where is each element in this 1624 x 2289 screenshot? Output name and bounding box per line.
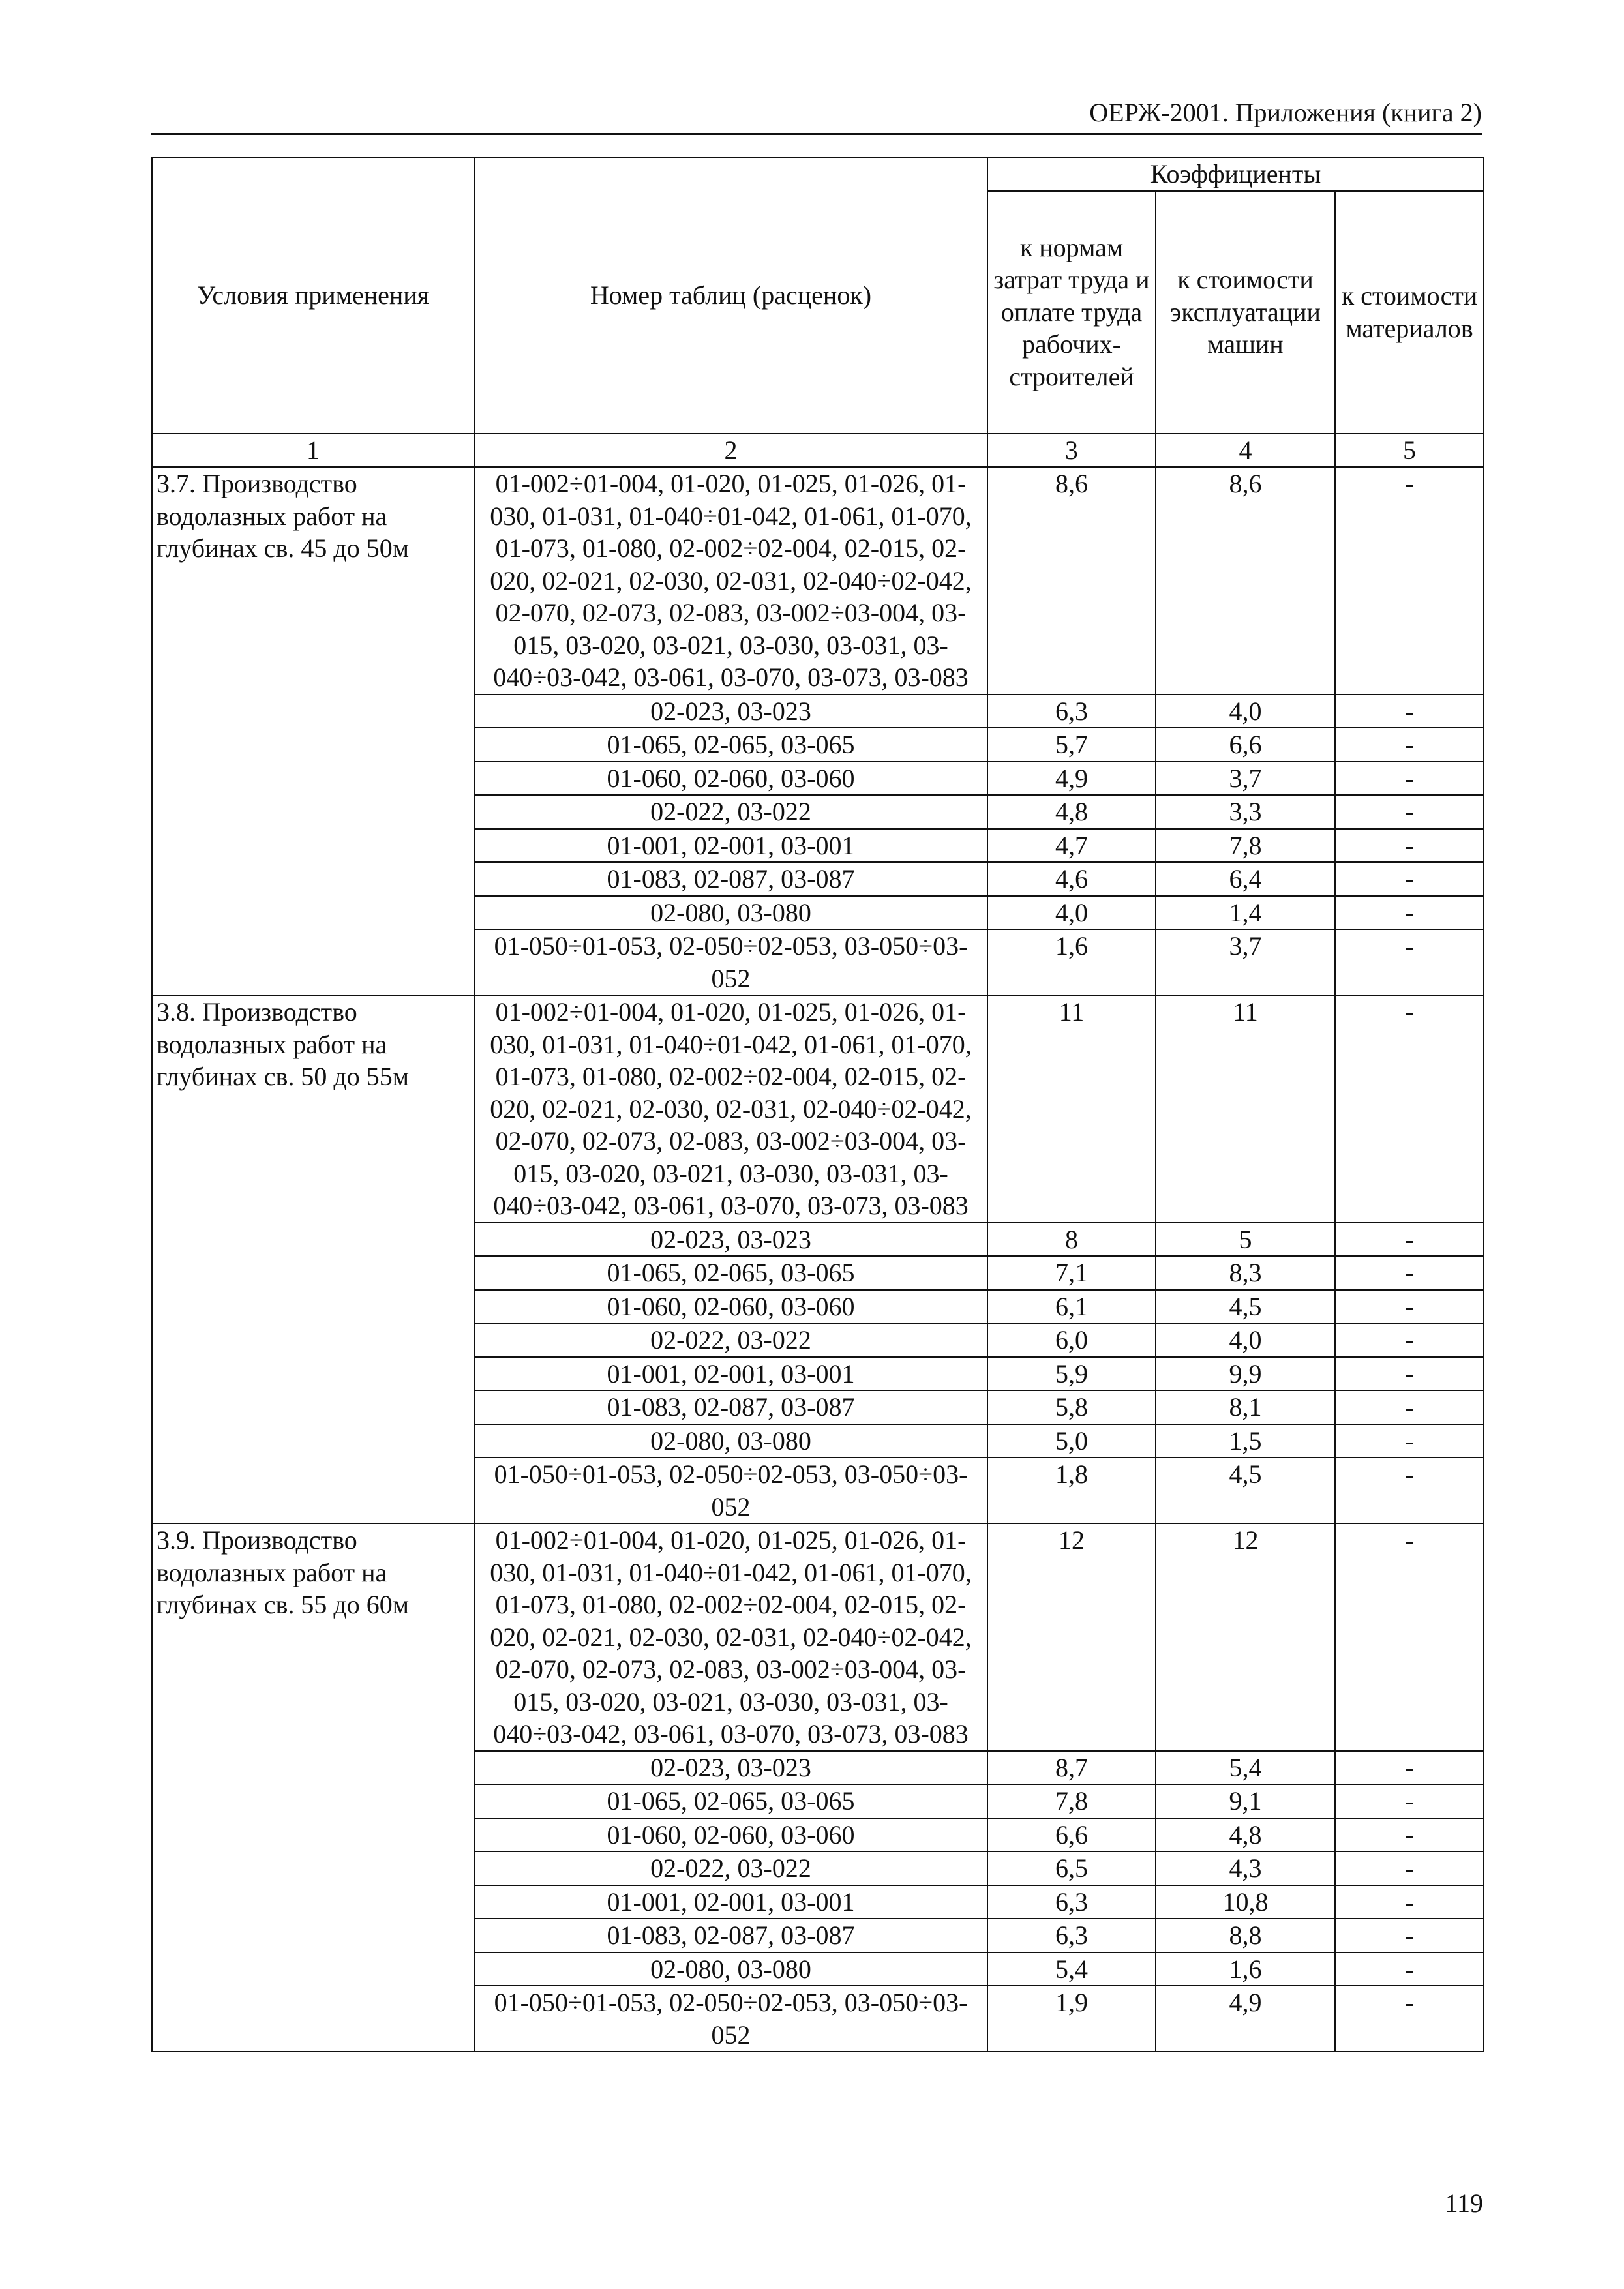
labor-coefficient-cell: 5,4: [987, 1952, 1156, 1986]
materials-coefficient-cell: -: [1335, 695, 1484, 728]
machines-coefficient-cell: 10,8: [1156, 1885, 1335, 1919]
materials-coefficient-cell: -: [1335, 1851, 1484, 1885]
labor-coefficient-cell: 6,3: [987, 1885, 1156, 1919]
materials-coefficient-cell: -: [1335, 467, 1484, 695]
machines-coefficient-cell: 3,7: [1156, 762, 1335, 796]
materials-coefficient-cell: -: [1335, 762, 1484, 796]
tables-cell: 01-002÷01-004, 01-020, 01-025, 01-026, 01-030, 01-031, 01-040÷01-042, 01-061, 01-070, 01-073, 01-080, 02-002÷02-004, 02-015, 02-020, 02-021, 02-030, 02-031, 02-040÷02-042, 02-070, 02-073, 02-083, 03-002÷03-004, 03-015, 03-020, 03-021, 03-030, 03-031, 03-040÷03-042, 03-061, 03-070, 03-073, 03-083: [474, 467, 987, 695]
header-coefficients: Коэффициенты: [987, 157, 1484, 191]
materials-coefficient-cell: -: [1335, 829, 1484, 863]
tables-cell: 02-022, 03-022: [474, 795, 987, 829]
machines-coefficient-cell: 11: [1156, 995, 1335, 1223]
tables-cell: 02-023, 03-023: [474, 1751, 987, 1785]
condition-cell: 3.8. Производство водолазных работ на глубинах св. 50 до 55м: [152, 995, 474, 1523]
labor-coefficient-cell: 1,6: [987, 929, 1156, 995]
machines-coefficient-cell: 5: [1156, 1223, 1335, 1257]
tables-cell: 01-001, 02-001, 03-001: [474, 829, 987, 863]
labor-coefficient-cell: 6,5: [987, 1851, 1156, 1885]
tables-cell: 01-002÷01-004, 01-020, 01-025, 01-026, 01-030, 01-031, 01-040÷01-042, 01-061, 01-070, 01-073, 01-080, 02-002÷02-004, 02-015, 02-020, 02-021, 02-030, 02-031, 02-040÷02-042, 02-070, 02-073, 02-083, 03-002÷03-004, 03-015, 03-020, 03-021, 03-030, 03-031, 03-040÷03-042, 03-061, 03-070, 03-073, 03-083: [474, 995, 987, 1223]
column-number: 4: [1156, 434, 1335, 468]
machines-coefficient-cell: 12: [1156, 1523, 1335, 1751]
table-row: [152, 1523, 1484, 1751]
labor-coefficient-cell: 4,9: [987, 762, 1156, 796]
labor-coefficient-cell: 12: [987, 1523, 1156, 1751]
labor-coefficient-cell: 5,7: [987, 728, 1156, 762]
tables-cell: 01-060, 02-060, 03-060: [474, 762, 987, 796]
column-number: 5: [1335, 434, 1484, 468]
header-machines: к стоимости эксплуатации машин: [1156, 191, 1335, 434]
machines-coefficient-cell: 4,8: [1156, 1818, 1335, 1852]
labor-coefficient-cell: 6,1: [987, 1290, 1156, 1324]
tables-cell: 01-065, 02-065, 03-065: [474, 728, 987, 762]
materials-coefficient-cell: -: [1335, 1223, 1484, 1257]
labor-coefficient-cell: 11: [987, 995, 1156, 1223]
labor-coefficient-cell: 7,8: [987, 1784, 1156, 1818]
tables-cell: 02-080, 03-080: [474, 1424, 987, 1458]
header-labor: к нормам затрат труда и оплате труда рабочих-строителей: [987, 191, 1156, 434]
materials-coefficient-cell: -: [1335, 995, 1484, 1223]
materials-coefficient-cell: -: [1335, 1357, 1484, 1391]
machines-coefficient-cell: 7,8: [1156, 829, 1335, 863]
materials-coefficient-cell: -: [1335, 1323, 1484, 1357]
materials-coefficient-cell: -: [1335, 1256, 1484, 1290]
labor-coefficient-cell: 8,7: [987, 1751, 1156, 1785]
machines-coefficient-cell: 8,8: [1156, 1919, 1335, 1952]
machines-coefficient-cell: 1,6: [1156, 1952, 1335, 1986]
column-numbers-row: [152, 434, 1484, 468]
tables-cell: 01-060, 02-060, 03-060: [474, 1290, 987, 1324]
labor-coefficient-cell: 1,8: [987, 1458, 1156, 1523]
labor-coefficient-cell: 6,3: [987, 1919, 1156, 1952]
labor-coefficient-cell: 6,6: [987, 1818, 1156, 1852]
tables-cell: 01-083, 02-087, 03-087: [474, 1919, 987, 1952]
table-row: [152, 995, 1484, 1223]
tables-cell: 02-023, 03-023: [474, 1223, 987, 1257]
tables-cell: 02-023, 03-023: [474, 695, 987, 728]
materials-coefficient-cell: -: [1335, 1986, 1484, 2052]
tables-cell: 01-060, 02-060, 03-060: [474, 1818, 987, 1852]
condition-cell: 3.9. Производство водолазных работ на глубинах св. 55 до 60м: [152, 1523, 474, 2052]
materials-coefficient-cell: -: [1335, 1523, 1484, 1751]
tables-cell: 01-001, 02-001, 03-001: [474, 1885, 987, 1919]
materials-coefficient-cell: -: [1335, 1919, 1484, 1952]
coefficients-table: [151, 157, 1484, 2052]
labor-coefficient-cell: 4,8: [987, 795, 1156, 829]
tables-cell: 02-080, 03-080: [474, 1952, 987, 1986]
machines-coefficient-cell: 4,5: [1156, 1290, 1335, 1324]
machines-coefficient-cell: 8,1: [1156, 1390, 1335, 1424]
machines-coefficient-cell: 8,6: [1156, 467, 1335, 695]
header-materials: к стоимости материалов: [1335, 191, 1484, 434]
materials-coefficient-cell: -: [1335, 1952, 1484, 1986]
machines-coefficient-cell: 3,3: [1156, 795, 1335, 829]
machines-coefficient-cell: 4,3: [1156, 1851, 1335, 1885]
materials-coefficient-cell: -: [1335, 1818, 1484, 1852]
machines-coefficient-cell: 6,4: [1156, 862, 1335, 896]
machines-coefficient-cell: 4,0: [1156, 1323, 1335, 1357]
materials-coefficient-cell: -: [1335, 1885, 1484, 1919]
header-conditions: Условия применения: [152, 157, 474, 434]
machines-coefficient-cell: 4,5: [1156, 1458, 1335, 1523]
machines-coefficient-cell: 1,5: [1156, 1424, 1335, 1458]
column-number: 2: [474, 434, 987, 468]
machines-coefficient-cell: 8,3: [1156, 1256, 1335, 1290]
labor-coefficient-cell: 4,0: [987, 896, 1156, 930]
labor-coefficient-cell: 5,8: [987, 1390, 1156, 1424]
tables-cell: 02-022, 03-022: [474, 1323, 987, 1357]
materials-coefficient-cell: -: [1335, 1751, 1484, 1785]
table-row: [152, 467, 1484, 695]
tables-cell: 02-080, 03-080: [474, 896, 987, 930]
running-header: [151, 93, 1482, 135]
labor-coefficient-cell: 8,6: [987, 467, 1156, 695]
column-number: 1: [152, 434, 474, 468]
coefficients-table-wrapper: [151, 157, 1483, 2052]
labor-coefficient-cell: 7,1: [987, 1256, 1156, 1290]
labor-coefficient-cell: 4,6: [987, 862, 1156, 896]
table-body: [152, 467, 1484, 2052]
tables-cell: 01-002÷01-004, 01-020, 01-025, 01-026, 01-030, 01-031, 01-040÷01-042, 01-061, 01-070, 01-073, 01-080, 02-002÷02-004, 02-015, 02-020, 02-021, 02-030, 02-031, 02-040÷02-042, 02-070, 02-073, 02-083, 03-002÷03-004, 03-015, 03-020, 03-021, 03-030, 03-031, 03-040÷03-042, 03-061, 03-070, 03-073, 03-083: [474, 1523, 987, 1751]
materials-coefficient-cell: -: [1335, 728, 1484, 762]
labor-coefficient-cell: 6,0: [987, 1323, 1156, 1357]
header-title: ОЕРЖ-2001. Приложения (книга 2): [1089, 98, 1482, 127]
labor-coefficient-cell: 5,0: [987, 1424, 1156, 1458]
labor-coefficient-cell: 1,9: [987, 1986, 1156, 2052]
labor-coefficient-cell: 4,7: [987, 829, 1156, 863]
column-number: 3: [987, 434, 1156, 468]
machines-coefficient-cell: 4,9: [1156, 1986, 1335, 2052]
labor-coefficient-cell: 6,3: [987, 695, 1156, 728]
tables-cell: 01-065, 02-065, 03-065: [474, 1256, 987, 1290]
materials-coefficient-cell: -: [1335, 795, 1484, 829]
machines-coefficient-cell: 1,4: [1156, 896, 1335, 930]
machines-coefficient-cell: 4,0: [1156, 695, 1335, 728]
tables-cell: 01-083, 02-087, 03-087: [474, 1390, 987, 1424]
materials-coefficient-cell: -: [1335, 1424, 1484, 1458]
materials-coefficient-cell: -: [1335, 862, 1484, 896]
page-number: 119: [1445, 2189, 1483, 2218]
machines-coefficient-cell: 3,7: [1156, 929, 1335, 995]
materials-coefficient-cell: -: [1335, 1290, 1484, 1324]
materials-coefficient-cell: -: [1335, 929, 1484, 995]
labor-coefficient-cell: 8: [987, 1223, 1156, 1257]
condition-cell: 3.7. Производство водолазных работ на глубинах св. 45 до 50м: [152, 467, 474, 995]
materials-coefficient-cell: -: [1335, 1390, 1484, 1424]
machines-coefficient-cell: 6,6: [1156, 728, 1335, 762]
machines-coefficient-cell: 5,4: [1156, 1751, 1335, 1785]
materials-coefficient-cell: -: [1335, 896, 1484, 930]
tables-cell: 01-065, 02-065, 03-065: [474, 1784, 987, 1818]
machines-coefficient-cell: 9,9: [1156, 1357, 1335, 1391]
tables-cell: 02-022, 03-022: [474, 1851, 987, 1885]
labor-coefficient-cell: 5,9: [987, 1357, 1156, 1391]
materials-coefficient-cell: -: [1335, 1784, 1484, 1818]
tables-cell: 01-001, 02-001, 03-001: [474, 1357, 987, 1391]
tables-cell: 01-050÷01-053, 02-050÷02-053, 03-050÷03-052: [474, 1458, 987, 1523]
header-tables-number: Номер таблиц (расценок): [474, 157, 987, 434]
machines-coefficient-cell: 9,1: [1156, 1784, 1335, 1818]
tables-cell: 01-050÷01-053, 02-050÷02-053, 03-050÷03-052: [474, 929, 987, 995]
tables-cell: 01-050÷01-053, 02-050÷02-053, 03-050÷03-052: [474, 1986, 987, 2052]
tables-cell: 01-083, 02-087, 03-087: [474, 862, 987, 896]
materials-coefficient-cell: -: [1335, 1458, 1484, 1523]
